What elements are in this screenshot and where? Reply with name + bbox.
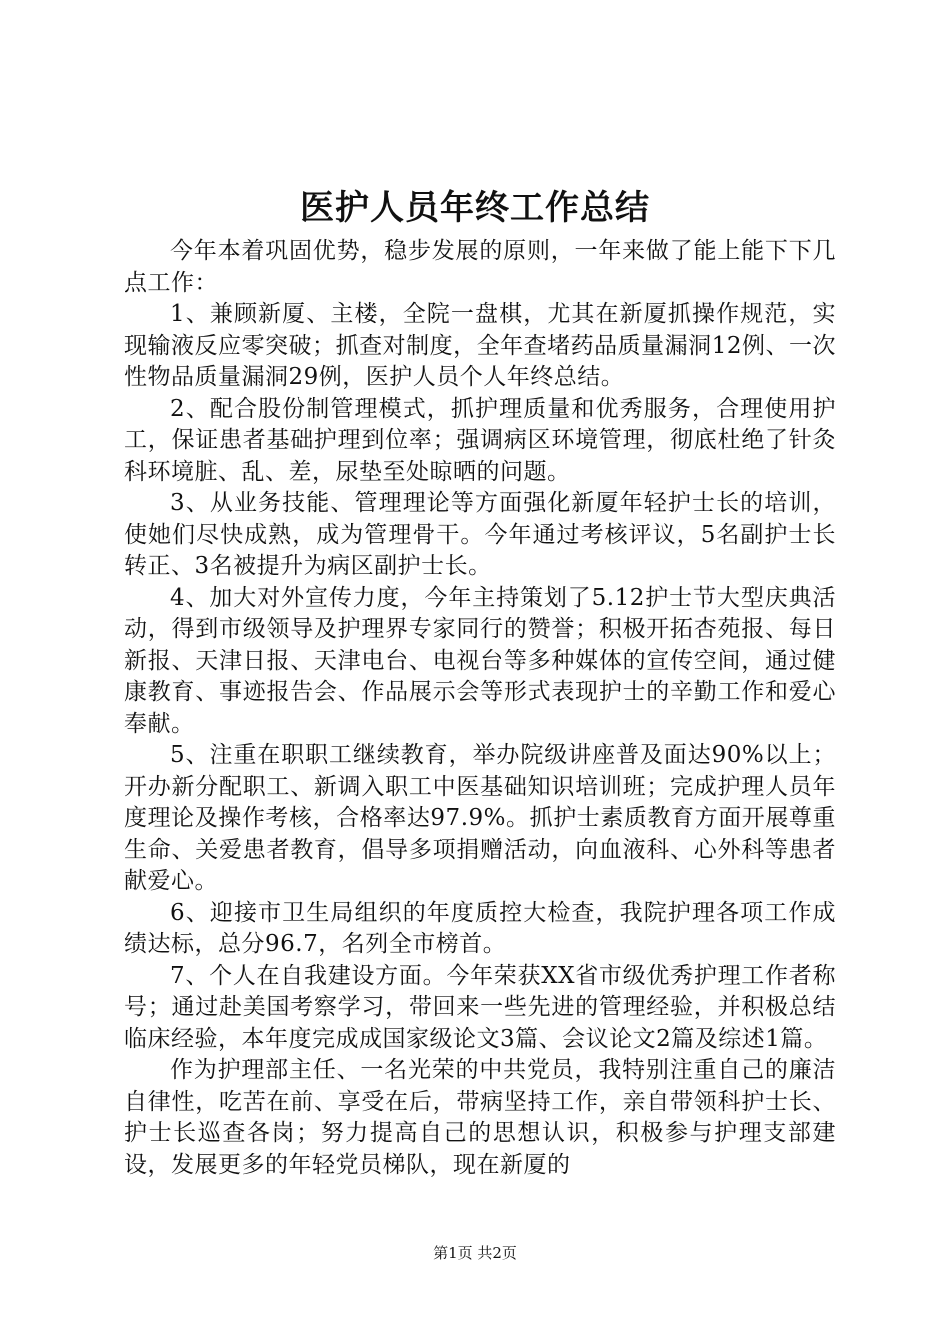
paragraph-intro: 今年本着巩固优势，稳步发展的原则，一年来做了能上能下下几点工作： <box>124 238 836 296</box>
paragraph-item-4: 4、加大对外宣传力度，今年主持策划了5.12护士节大型庆典活动，得到市级领导及护理界专家同行的赞誉；积极开拓杏苑报、每日新报、天津日报、天津电台、电视台等多种媒体的宣传空间，通过健康教育、事迹报告会、作品展示会等形式表现护士的辛勤工作和爱心奉献。 <box>124 584 836 737</box>
paragraph-item-2: 2、配合股份制管理模式，抓护理质量和优秀服务，合理使用护工，保证患者基础护理到位率；强调病区环境管理，彻底杜绝了针灸科环境脏、乱、差，尿垫至处晾晒的问题。 <box>124 395 836 485</box>
paragraph-item-6: 6、迎接市卫生局组织的年度质控大检查，我院护理各项工作成绩达标，总分96.7，名列全市榜首。 <box>124 899 836 957</box>
document-body <box>124 236 836 1181</box>
paragraph-item-1: 1、兼顾新厦、主楼，全院一盘棋，尤其在新厦抓操作规范，实现输液反应零突破；抓查对制度，全年查堵药品质量漏洞12例、一次性物品质量漏洞29例，医护人员个人年终总结。 <box>124 301 836 390</box>
page-number-footer: 第1页 共2页 <box>433 1244 517 1262</box>
paragraph-conclusion: 作为护理部主任、一名光荣的中共党员，我特别注重自己的廉洁自律性，吃苦在前、享受在后，带病坚持工作，亲自带领科护士长、护士长巡查各岗；努力提高自己的思想认识，积极参与护理支部建设，发展更多的年轻党员梯队，现在新厦的 <box>124 1057 836 1178</box>
document-title: 医护人员年终工作总结 <box>300 188 650 228</box>
paragraph-item-3: 3、从业务技能、管理理论等方面强化新厦年轻护士长的培训，使她们尽快成熟，成为管理骨干。今年通过考核评议，5名副护士长转正、3名被提升为病区副护士长。 <box>124 490 836 579</box>
paragraph-item-5: 5、注重在职职工继续教育，举办院级讲座普及面达90%以上；开办新分配职工、新调入职工中医基础知识培训班；完成护理人员年度理论及操作考核，合格率达97.9%。抓护士素质教育方面开展尊重生命、关爱患者教育，倡导多项捐赠活动，向血液科、心外科等患者献爱心。 <box>124 742 836 894</box>
paragraph-item-7: 7、个人在自我建设方面。今年荣获XX省市级优秀护理工作者称号；通过赴美国考察学习，带回来一些先进的管理经验，并积极总结临床经验，本年度完成成国家级论文3篇、会议论文2篇及综述1篇。 <box>124 962 836 1052</box>
